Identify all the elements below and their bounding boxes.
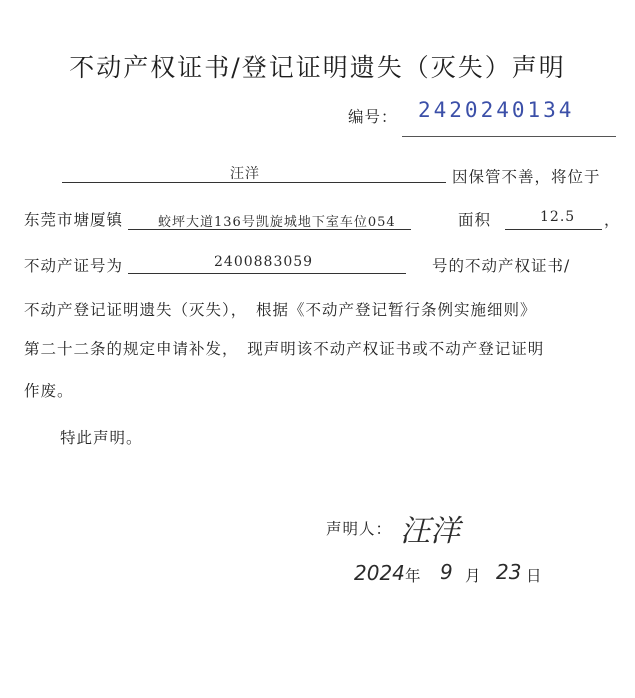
area-label: 面积 bbox=[458, 211, 492, 229]
date-year-unit: 年 bbox=[405, 567, 422, 585]
cert-underline bbox=[128, 273, 406, 274]
line2-prefix: 东莞市塘厦镇 bbox=[24, 211, 124, 229]
handwritten-signature: 汪洋 bbox=[400, 514, 460, 549]
line3-suffix: 号的不动产权证书/ bbox=[432, 257, 571, 275]
serial-underline bbox=[402, 136, 616, 137]
body-line4: 不动产登记证明遗失（灭失）， 根据《不动产登记暂行条例实施细则》 bbox=[24, 301, 537, 319]
document-title: 不动产权证书/登记证明遗失（灭失）声明 bbox=[69, 53, 566, 82]
declarant-name: 汪洋 bbox=[230, 166, 260, 182]
serial-number: 2420240134 bbox=[418, 98, 575, 122]
cert-number: 2400883059 bbox=[214, 254, 314, 270]
date-day: 23 bbox=[496, 560, 522, 584]
area-suffix: ， bbox=[604, 211, 621, 229]
line3-prefix: 不动产证号为 bbox=[24, 257, 124, 275]
signature-label: 声明人： bbox=[326, 520, 393, 538]
date-month: 9 bbox=[440, 560, 453, 584]
property-address: 蛟坪大道136号凯旋城地下室车位054 bbox=[158, 215, 396, 230]
closing-text: 特此声明。 bbox=[60, 429, 143, 447]
date-day-unit: 日 bbox=[526, 567, 543, 585]
date-year: 2024 bbox=[354, 561, 405, 585]
body-line5: 第二十二条的规定申请补发， 现声明该不动产权证书或不动产登记证明 bbox=[24, 340, 545, 358]
area-underline bbox=[505, 229, 602, 230]
date-month-unit: 月 bbox=[465, 567, 482, 585]
body-line6: 作废。 bbox=[24, 382, 74, 400]
serial-label: 编号： bbox=[348, 108, 398, 126]
line1-suffix: 因保管不善，将位于 bbox=[452, 168, 601, 186]
area-value: 12.5 bbox=[540, 209, 576, 225]
